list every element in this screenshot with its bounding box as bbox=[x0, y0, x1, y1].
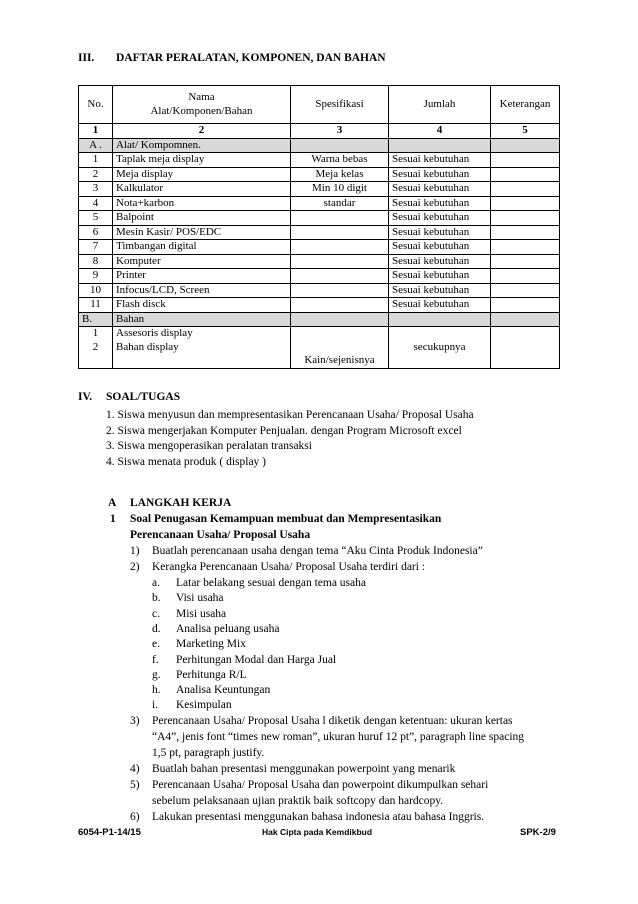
task-item: 4. Siswa menata produk ( display ) bbox=[106, 456, 267, 468]
step-text: Buatlah bahan presentasi menggunakan powerpoint yang menarik bbox=[152, 763, 456, 775]
section-title: SOAL/TUGAS bbox=[106, 391, 181, 403]
group-row-a bbox=[79, 138, 560, 153]
sub-title: Soal Penugasan Kemampuan membuat dan Mempresentasikan bbox=[130, 513, 442, 525]
row-qty: Sesuai kebutuhan bbox=[389, 298, 491, 313]
step-number: 4) bbox=[130, 763, 140, 775]
row-spec: Meja kelas bbox=[291, 167, 389, 182]
sub-item-letter: f. bbox=[152, 653, 159, 666]
row-name: Kalkulator bbox=[113, 182, 291, 197]
row-qty: Sesuai kebutuhan bbox=[389, 196, 491, 211]
row-qty: Sesuai kebutuhan bbox=[389, 182, 491, 197]
step-text: 1,5 pt, paragraph justify. bbox=[152, 747, 265, 759]
table-row bbox=[79, 196, 560, 211]
group-name: Alat/ Kompomnen. bbox=[113, 138, 291, 153]
sub-item-letter: e. bbox=[152, 638, 160, 651]
footer-copyright: Hak Cipta pada Kemdikbud bbox=[262, 827, 373, 837]
row-qty: Sesuai kebutuhan bbox=[389, 283, 491, 298]
step-text: Lakukan presentasi menggunakan bahasa indonesia atau bahasa Inggris. bbox=[152, 811, 485, 823]
row-name: Mesin Kasir/ POS/EDC bbox=[113, 225, 291, 240]
row-no: 2 bbox=[79, 167, 113, 182]
table-row bbox=[79, 182, 560, 197]
sub-item-letter: g. bbox=[152, 668, 161, 681]
step-text: Perencanaan Usaha/ Proposal Usaha l diketik dengan ketentuan: ukuran kertas bbox=[152, 715, 513, 727]
row-qty: Sesuai kebutuhan bbox=[389, 269, 491, 284]
col-number: 3 bbox=[291, 124, 389, 139]
table-row bbox=[79, 225, 560, 240]
row-qty: Sesuai kebutuhan bbox=[389, 153, 491, 168]
sub-item-text: Kesimpulan bbox=[176, 699, 232, 712]
row-name: Flash disck bbox=[113, 298, 291, 313]
section-number: IV. bbox=[78, 391, 93, 403]
sub-item-text: Visi usaha bbox=[176, 592, 224, 605]
section-title: LANGKAH KERJA bbox=[130, 497, 232, 509]
header-notes: Keterangan bbox=[491, 86, 560, 124]
row-spec bbox=[291, 211, 389, 226]
row-qty: Sesuai kebutuhan bbox=[389, 211, 491, 226]
group-no: B. bbox=[79, 312, 113, 327]
group-name: Bahan bbox=[113, 312, 291, 327]
row-no: 4 bbox=[79, 196, 113, 211]
table-row bbox=[79, 240, 560, 255]
table-row bbox=[79, 269, 560, 284]
col-number: 5 bbox=[491, 124, 560, 139]
header-no: No. bbox=[79, 86, 113, 124]
equipment-table bbox=[78, 85, 560, 369]
row-name: Printer bbox=[113, 269, 291, 284]
row-name: Timbangan digital bbox=[113, 240, 291, 255]
sub-item-text: Analisa peluang usaha bbox=[176, 622, 280, 635]
table-row bbox=[79, 254, 560, 269]
row-no: 6 bbox=[79, 225, 113, 240]
row-spec: Kain/sejenisnya bbox=[304, 354, 375, 366]
rows-a bbox=[79, 153, 560, 313]
row-qty: Sesuai kebutuhan bbox=[389, 254, 491, 269]
row-no: 3 bbox=[79, 182, 113, 197]
row-no: 10 bbox=[79, 283, 113, 298]
step-text: Buatlah perencanaan usaha dengan tema “Aku Cinta Produk Indonesia” bbox=[152, 545, 483, 557]
row-name: Komputer bbox=[113, 254, 291, 269]
step-text: sebelum pelaksanaan ujian praktik baik softcopy dan hardcopy. bbox=[152, 795, 444, 807]
row-no: 2 bbox=[92, 340, 99, 353]
header-name: Nama Alat/Komponen/Bahan bbox=[113, 86, 291, 124]
row-name: Bahan display bbox=[116, 340, 179, 353]
header-qty: Jumlah bbox=[389, 86, 491, 124]
row-name: Balpoint bbox=[113, 211, 291, 226]
step-number: 1) bbox=[130, 545, 140, 557]
row-spec bbox=[291, 240, 389, 255]
row-spec: Min 10 digit bbox=[291, 182, 389, 197]
table-row bbox=[79, 211, 560, 226]
step-letter: A bbox=[108, 497, 117, 509]
row-spec bbox=[291, 298, 389, 313]
col-number: 4 bbox=[389, 124, 491, 139]
sub-item-text: Analisa Keuntungan bbox=[176, 684, 271, 697]
sub-item-letter: i. bbox=[152, 699, 159, 712]
sub-item-letter: b. bbox=[152, 592, 161, 605]
row-name: Assesoris display bbox=[116, 327, 193, 339]
sub-item-text: Perhitungan Modal dan Harga Jual bbox=[176, 653, 337, 666]
row-no: 7 bbox=[79, 240, 113, 255]
row-spec bbox=[291, 225, 389, 240]
row-no: 1 bbox=[92, 327, 99, 339]
row-name: Infocus/LCD, Screen bbox=[113, 283, 291, 298]
row-no: 1 bbox=[79, 153, 113, 168]
row-name: Nota+karbon bbox=[113, 196, 291, 211]
row-no: 5 bbox=[79, 211, 113, 226]
footer-page: SPK-2/9 bbox=[520, 827, 556, 838]
step-number: 1 bbox=[110, 513, 116, 525]
column-number-row bbox=[79, 124, 560, 139]
row-spec: standar bbox=[291, 196, 389, 211]
table-row bbox=[79, 327, 560, 369]
row-qty: Sesuai kebutuhan bbox=[389, 225, 491, 240]
sub-item-text: Perhitunga R/L bbox=[176, 668, 247, 681]
step-number: 2) bbox=[130, 561, 140, 573]
step-number: 6) bbox=[130, 811, 140, 823]
sub-item-letter: h. bbox=[152, 684, 161, 697]
section-number: III. bbox=[78, 52, 95, 64]
row-qty: secukupnya bbox=[389, 327, 491, 369]
group-row-b bbox=[79, 312, 560, 327]
sub-item-letter: c. bbox=[152, 607, 160, 620]
sub-item-letter: a. bbox=[152, 577, 160, 589]
task-item: 3. Siswa mengoperasikan peralatan transaksi bbox=[106, 440, 312, 452]
sub-item-text: Marketing Mix bbox=[176, 638, 246, 651]
table-header-row bbox=[79, 86, 560, 124]
step-text: Perencanaan Usaha/ Proposal Usaha dan powerpoint dikumpulkan sehari bbox=[152, 779, 489, 791]
table-row bbox=[79, 283, 560, 298]
sub-title: Perencanaan Usaha/ Proposal Usaha bbox=[130, 529, 311, 541]
row-qty: Sesuai kebutuhan bbox=[389, 167, 491, 182]
row-no: 11 bbox=[79, 298, 113, 313]
step-number: 5) bbox=[130, 779, 140, 791]
row-qty: Sesuai kebutuhan bbox=[389, 240, 491, 255]
sub-item-letter: d. bbox=[152, 622, 161, 635]
col-number: 2 bbox=[113, 124, 291, 139]
table-row bbox=[79, 153, 560, 168]
table-row bbox=[79, 167, 560, 182]
row-no: 8 bbox=[79, 254, 113, 269]
row-no: 9 bbox=[79, 269, 113, 284]
step-text: Kerangka Perencanaan Usaha/ Proposal Usaha terdiri dari : bbox=[152, 561, 426, 573]
row-name: Taplak meja display bbox=[113, 153, 291, 168]
sub-item-text: Latar belakang sesuai dengan tema usaha bbox=[176, 577, 366, 589]
row-spec bbox=[291, 269, 389, 284]
task-item: 1. Siswa menyusun dan mempresentasikan Perencanaan Usaha/ Proposal Usaha bbox=[106, 409, 474, 421]
row-spec bbox=[291, 283, 389, 298]
sub-item-text: Misi usaha bbox=[176, 607, 227, 620]
row-spec: Warna bebas bbox=[291, 153, 389, 168]
footer-code: 6054-P1-14/15 bbox=[78, 827, 141, 838]
step-text: “A4”, jenis font “times new roman”, ukuran huruf 12 pt”, paragraph line spacing bbox=[152, 731, 525, 743]
row-name: Meja display bbox=[113, 167, 291, 182]
task-item: 2. Siswa mengerjakan Komputer Penjualan. dengan Program Microsoft excel bbox=[106, 425, 462, 437]
section-title: DAFTAR PERALATAN, KOMPONEN, DAN BAHAN bbox=[116, 52, 386, 64]
header-spec: Spesifikasi bbox=[291, 86, 389, 124]
row-spec bbox=[291, 254, 389, 269]
group-no: A . bbox=[79, 138, 113, 153]
table-row bbox=[79, 298, 560, 313]
step-number: 3) bbox=[130, 715, 140, 727]
col-number: 1 bbox=[79, 124, 113, 139]
